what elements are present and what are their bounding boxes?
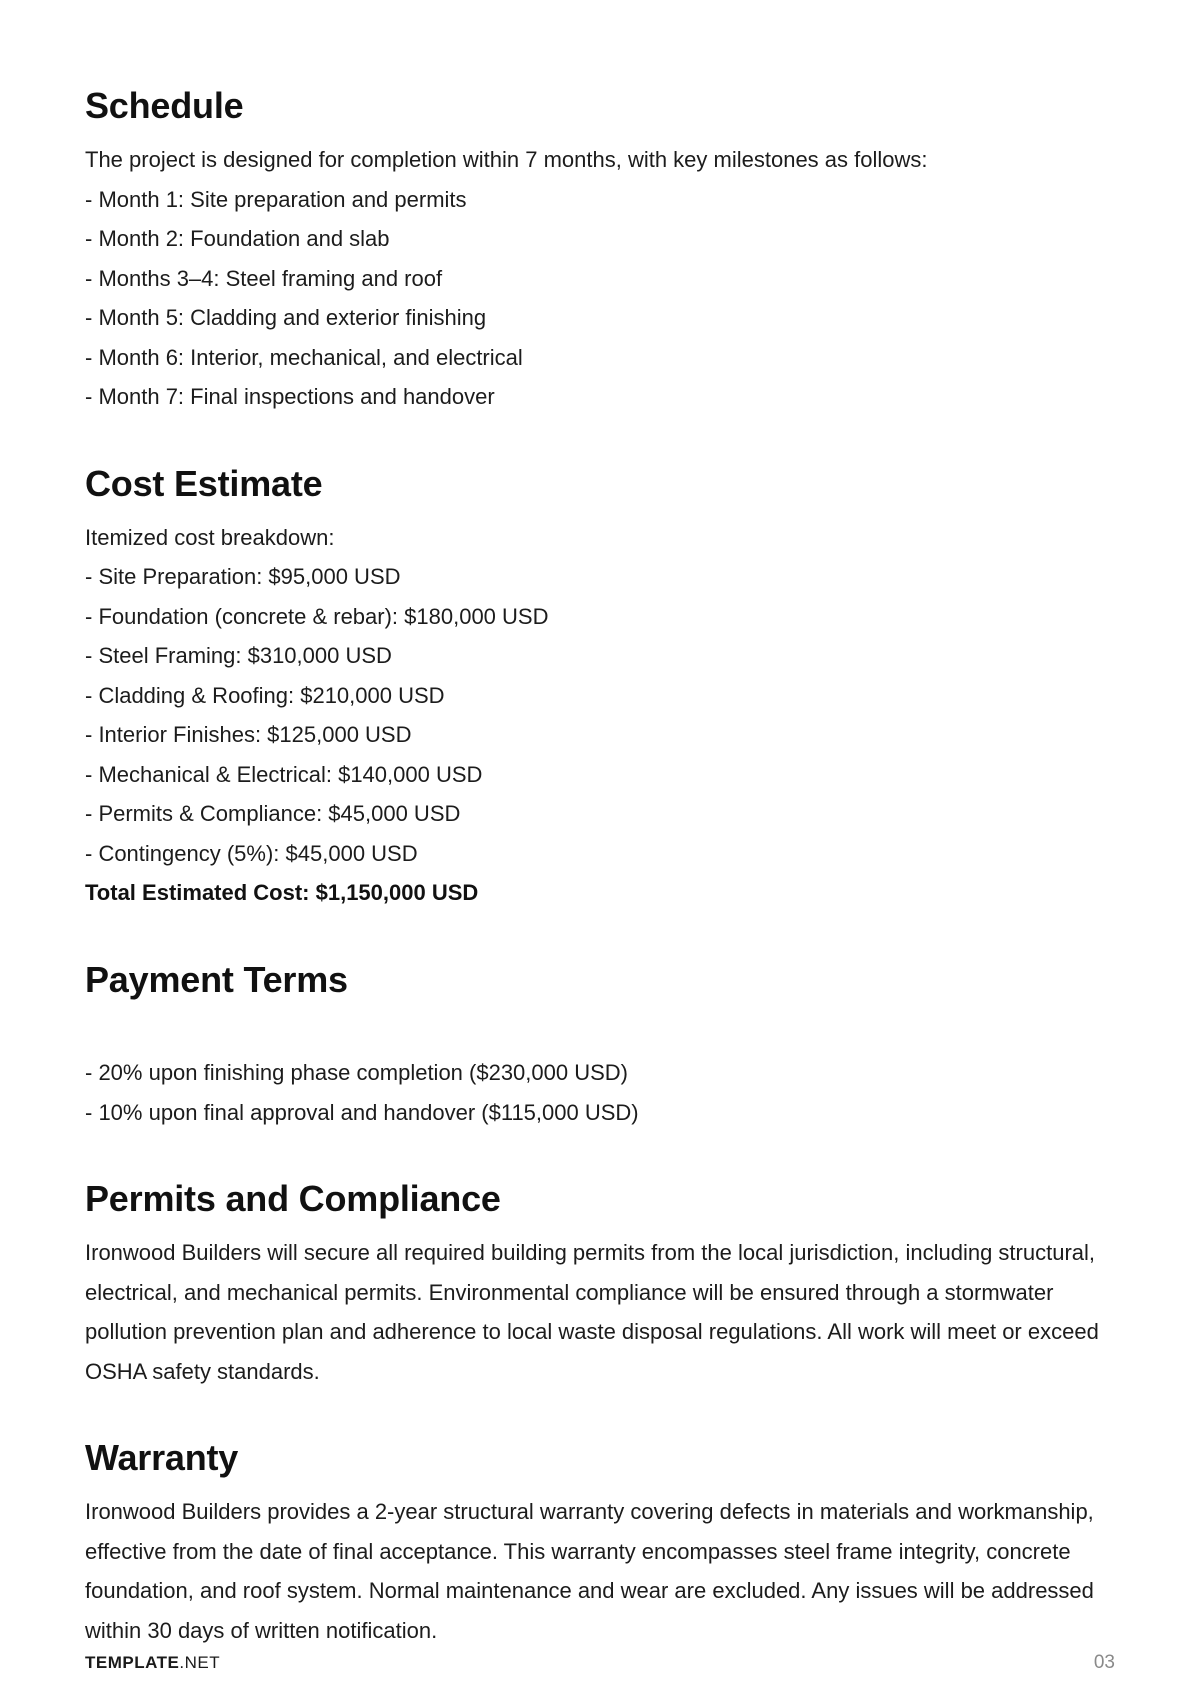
cost-item: - Foundation (concrete & rebar): $180,000 USD	[85, 603, 549, 629]
cost-intro: Itemized cost breakdown:	[85, 524, 335, 550]
payment-blank-line	[85, 1014, 1115, 1054]
cost-section	[85, 456, 1115, 913]
cost-item: - Contingency (5%): $45,000 USD	[85, 840, 418, 866]
schedule-item: - Month 7: Final inspections and handover	[85, 384, 495, 409]
permits-body: Ironwood Builders will secure all required building permits from the local jurisdiction, including structural, electrical, and mechanical permits. Environmental compliance will be ensured through a stormwater pollution prevention plan and adherence to local waste disposal regulations. All work will meet or exceed OSHA safety standards.	[85, 1240, 1099, 1384]
cost-item: - Interior Finishes: $125,000 USD	[85, 722, 412, 747]
schedule-heading: Schedule	[85, 85, 244, 126]
warranty-heading: Warranty	[85, 1437, 239, 1478]
page-footer	[85, 1650, 1115, 1676]
brand-name: TEMPLATE	[85, 1653, 180, 1672]
schedule-intro: The project is designed for completion within 7 months, with key milestones as follows:	[85, 147, 928, 172]
schedule-section	[85, 78, 1115, 417]
schedule-item: - Month 6: Interior, mechanical, and electrical	[85, 344, 523, 370]
warranty-section	[85, 1430, 1115, 1650]
schedule-item: - Months 3–4: Steel framing and roof	[85, 265, 443, 291]
permits-section	[85, 1171, 1115, 1391]
payment-item: - 10% upon final approval and handover ($115,000 USD)	[85, 1099, 639, 1125]
cost-item: - Site Preparation: $95,000 USD	[85, 564, 401, 589]
document-page	[85, 78, 1115, 1650]
warranty-body: Ironwood Builders provides a 2-year structural warranty covering defects in materials and workmanship, effective from the date of final acceptance. This warranty encompasses steel frame integrity, concrete foundation, and roof system. Normal maintenance and wear are excluded. Any issues will be addressed within 30 days of written notification.	[85, 1499, 1094, 1643]
cost-item: - Cladding & Roofing: $210,000 USD	[85, 682, 445, 708]
brand-logo	[85, 1653, 220, 1673]
payment-heading: Payment Terms	[85, 958, 348, 1000]
page-number: 03	[1093, 1652, 1115, 1673]
cost-total: Total Estimated Cost: $1,150,000 USD	[85, 880, 479, 905]
cost-heading: Cost Estimate	[85, 462, 323, 504]
schedule-item: - Month 1: Site preparation and permits	[85, 186, 467, 212]
payment-item: - 20% upon finishing phase completion ($230,000 USD)	[85, 1060, 628, 1085]
brand-suffix: .NET	[179, 1653, 221, 1672]
payment-section	[85, 952, 1115, 1133]
permits-heading: Permits and Compliance	[85, 1178, 501, 1219]
schedule-item: - Month 2: Foundation and slab	[85, 226, 390, 251]
cost-item: - Permits & Compliance: $45,000 USD	[85, 801, 461, 826]
schedule-item: - Month 5: Cladding and exterior finishing	[85, 305, 487, 330]
cost-item: - Mechanical & Electrical: $140,000 USD	[85, 761, 483, 787]
cost-item: - Steel Framing: $310,000 USD	[85, 643, 392, 668]
